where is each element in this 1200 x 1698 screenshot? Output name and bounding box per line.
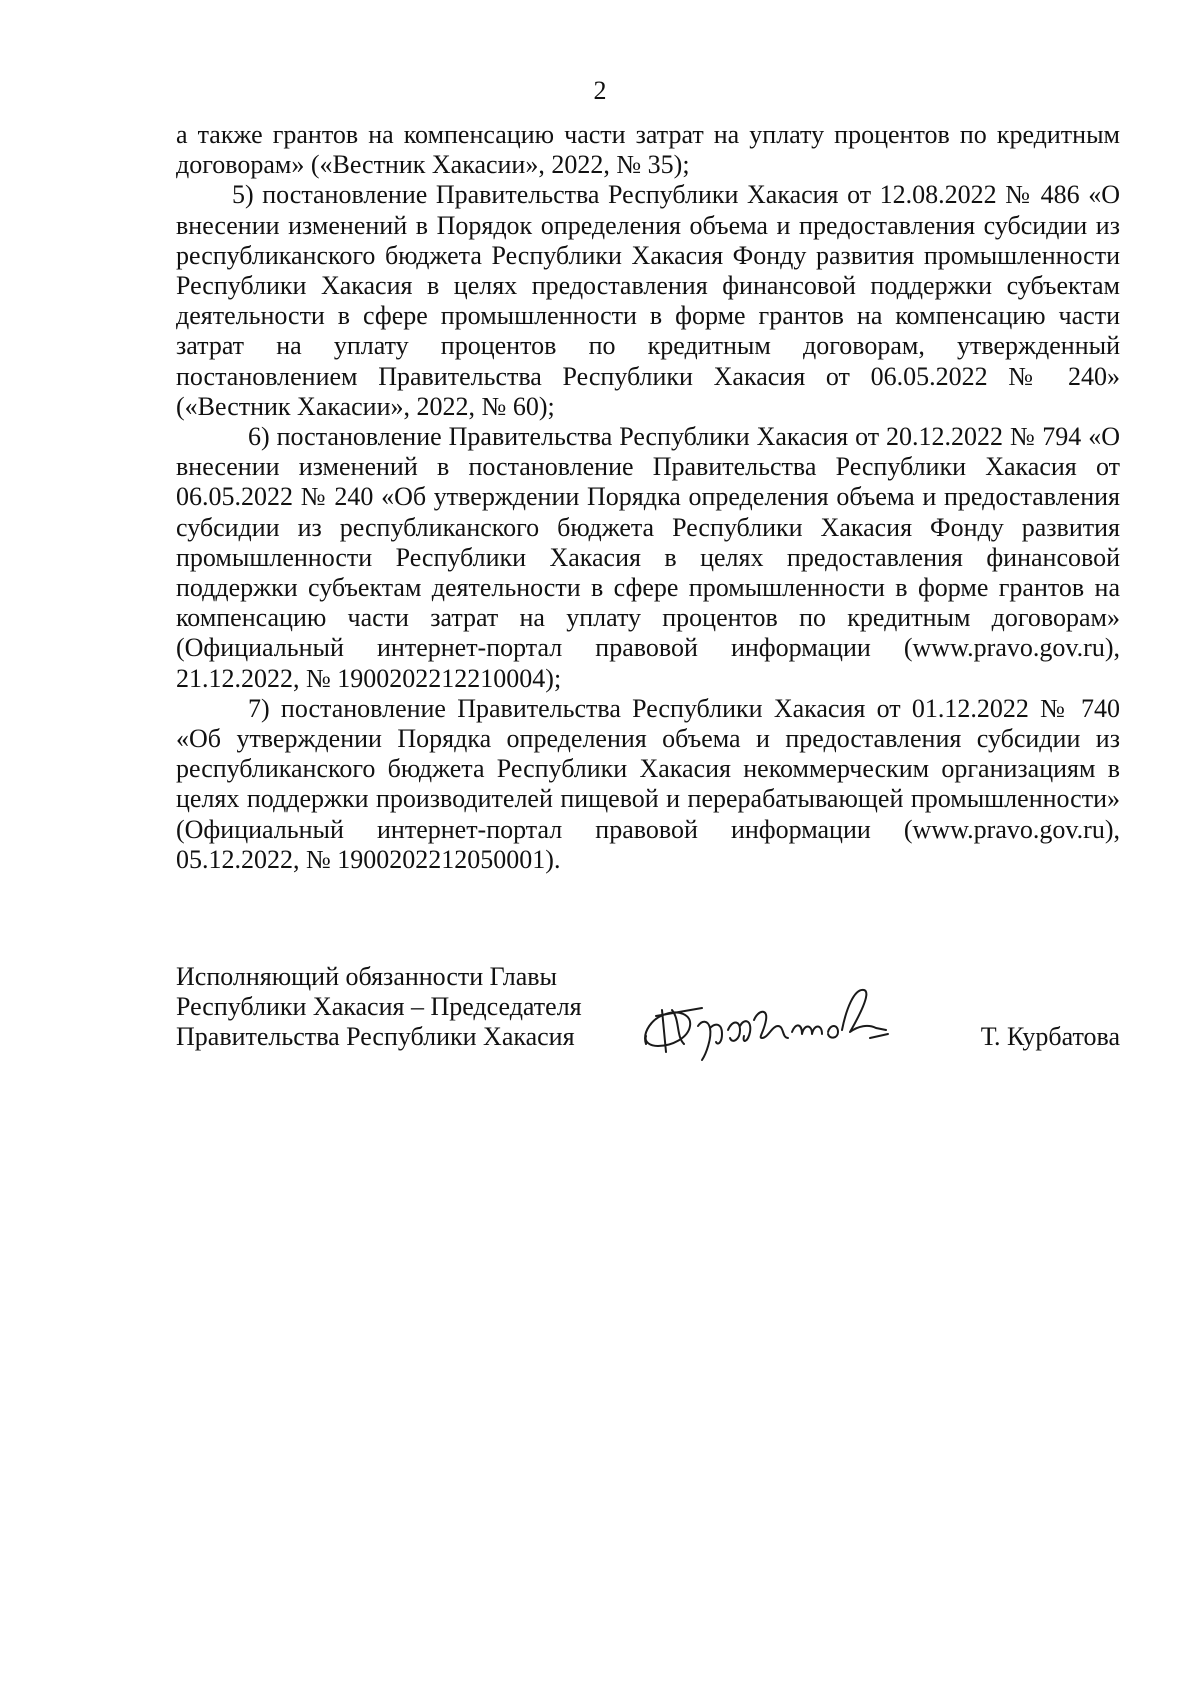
signer-title xyxy=(176,962,582,1052)
paragraph-continuation: а также грантов на компенсацию части затрат на уплату процентов по кредитным договорам» («Вестник Хакасии», 2022, № 35); xyxy=(176,120,1120,180)
signer-name: Т. Курбатова xyxy=(980,1022,1120,1051)
page-number: 2 xyxy=(593,76,607,105)
signature-block xyxy=(176,962,1120,1072)
signer-title-line: Исполняющий обязанности Главы xyxy=(176,962,557,991)
list-item-7: 7) постановление Правительства Республики Хакасия от 01.12.2022 № 740 «Об утверждении Порядка определения объема и предоставления субсидии из республиканского бюджета Республики Хакасия некоммерческим организациям в целях поддержки производителей пищевой и перерабатывающей промышленности» (Официальный интернет-портал правовой информации (www.pravo.gov.ru), 05.12.2022, № 1900202212050001). xyxy=(176,693,1120,874)
signer-title-line: Правительства Республики Хакасия xyxy=(176,1022,575,1051)
handwritten-signature xyxy=(632,980,892,1066)
list-item-5: 5) постановление Правительства Республики Хакасия от 12.08.2022 № 486 «О внесении изменений в Порядок определения объема и предоставления субсидии из республиканского бюджета Республики Хакасия Фонду развития промышленности Республики Хакасия в целях предоставления финансовой поддержки субъектам деятельности в сфере промышленности в форме грантов на компенсацию части затрат на уплату процентов по кредитным договорам, утвержденный постановлением Правительства Республики Хакасия от 06.05.2022 № 240» («Вестник Хакасии», 2022, № 60); xyxy=(176,180,1120,421)
signer-title-line: Республики Хакасия – Председателя xyxy=(176,992,582,1021)
document-body xyxy=(176,120,1120,875)
list-item-6: 6) постановление Правительства Республики Хакасия от 20.12.2022 № 794 «О внесении изменений в постановление Правительства Республики Хакасия от 06.05.2022 № 240 «Об утверждении Порядка определения объема и предоставления субсидии из республиканского бюджета Республики Хакасия Фонду развития промышленности Республики Хакасия в целях предоставления финансовой поддержки субъектам деятельности в сфере промышленности в форме грантов на компенсацию части затрат на уплату процентов по кредитным договорам» (Официальный интернет-портал правовой информации (www.pravo.gov.ru), 21.12.2022, № 1900202212210004); xyxy=(176,422,1120,693)
